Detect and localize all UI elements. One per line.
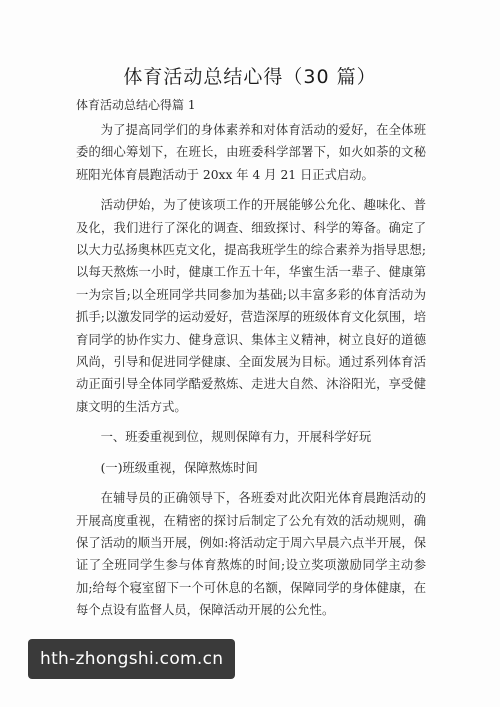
body-paragraph: 在辅导员的正确领导下，各班委对此次阳光体育晨跑活动的开展高度重视，在精密的探讨后制定了公允有效的活动规则，确保了活动的顺当开展，例如:将活动定于周六早晨六点半开展，保证了全班同学生参与体育熬炼的时间;设立奖项激励同学主动参加;给每个寝室留下一个可休息的名额，保障同学的身体健康，在每个点设有监督人员，保障活动开展的公允性。 — [76, 491, 426, 618]
watermark-badge: hth-zhongshi.com.cn — [28, 639, 235, 679]
document-title: 体育活动总结心得（30 篇） — [123, 66, 377, 88]
body-paragraph: 为了提高同学们的身体素养和对体育活动的爱好，在全体班委的细心筹划下，在班长，由班委科学部署下，如火如荼的文秘班阳光体育晨跑活动于 20xx 年 4 月 21 日正式启动。 — [76, 123, 426, 182]
body-paragraph: 活动伊始，为了使该项工作的开展能够公允化、趣味化、普及化，我们进行了深化的调查、细致探讨、科学的筹备。确定了以大力弘扬奥林匹克文化，提高我班学生的综合素养为指导思想;以每天熬炼一小时，健康工作五十年，华蜜生活一辈子、健康第一为宗旨;以全班同学共同参加为基础;以丰富多彩的体育活动为抓手;以激发同学的运动爱好，营造深厚的班级体育文化氛围，培育同学的协作实力、健身意识、集体主义精神，树立良好的道德风尚，引导和促进同学健康、全面发展为目标。通过系列体育活动正面引导全体同学酷爱熬炼、走进大自然、沐浴阳光，享受健康文明的生活方式。 — [76, 198, 426, 414]
section-heading: 一、班委重视到位，规则保障有力，开展科学好玩 — [100, 430, 372, 445]
document-subtitle: 体育活动总结心得篇 1 — [76, 98, 196, 112]
document-body — [76, 119, 426, 622]
subsection-heading: (一)班级重视，保障熬炼时间 — [100, 460, 258, 475]
